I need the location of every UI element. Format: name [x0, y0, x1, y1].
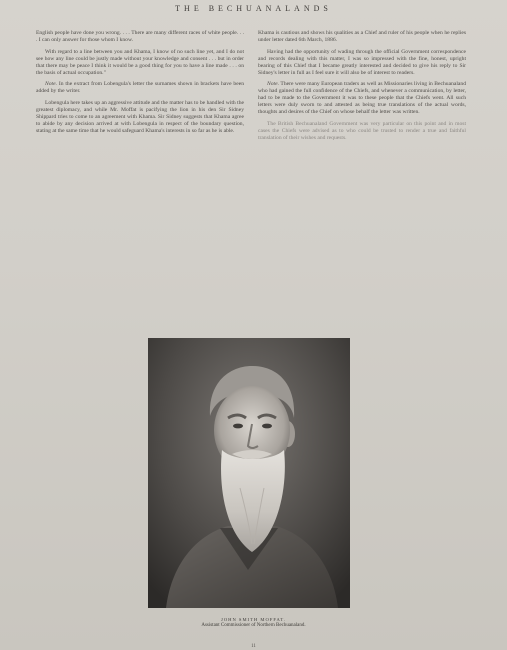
left-paragraph-4: Lobengula here takes up an aggressive attitude and the matter has to be handled with the greatest diplomacy, and while Mr. Moffat is pacifying the lion in his den Sir Sidney Shippard tries to come to an agreement with Khama. Sir Sidney suggests that Khama agree to abide by any decision arrived at with Lobengula in respect of the boundary question, stating at the same time that he would safeguard Khama's interests in so far as he is able. [36, 100, 244, 134]
right-note [258, 81, 466, 116]
caption-name: JOHN SMITH MOFFAT. [221, 617, 286, 622]
left-paragraph-1: English people have done you wrong. . . . There are many different races of white people. . . . I can only answer for those whom I know. [36, 30, 244, 43]
left-text-column [36, 30, 244, 140]
right-note-text: There were many European traders as well as Missionaries living in Bechuanaland who had gained the full confidence of the Chiefs, and whenever a communication, by letter, had to be made to the Government it was to these people that the Chiefs went. All such letters were duly sworn to and attested as being true translations of the actual words, thoughts and desires of the Chief on whose behalf the letter was written. [258, 81, 466, 116]
page-number: 11 [251, 644, 256, 649]
portrait-illustration [148, 338, 350, 608]
left-note-text: In the extract from Lobengula's letter the surnames shown in brackets have been added by the writer. [36, 81, 244, 95]
left-paragraph-2: With regard to a line between you and Khama, I know of no such line yet, and I do not see how any line could be justly made without your knowledge and consent . . . but in order that there may be peace I think it would be a good thing for you to have a line made . . . on the basis of actual occupation." [36, 48, 244, 76]
portrait-photograph [148, 338, 350, 608]
right-paragraph-4: The British Bechuanaland Government was very particular on this point and in most cases the Chiefs were advised as to who could be trusted to render a true and faithful translation of their wishes and requests. [258, 120, 466, 141]
portrait-caption [0, 617, 507, 629]
right-paragraph-1: Khama is cautious and shows his qualities as a Chief and ruler of his people when he replies under letter dated 6th March, 1886. [258, 30, 466, 43]
caption-title: Assistant Commissioner of Northern Bechuanaland. [201, 623, 306, 628]
right-paragraph-2: Having had the opportunity of wading through the official Government correspondence and records dealing with this matter, I was so impressed with the fine, honest, upright bearing of this Chief that I became greatly interested and decided to give his reply to Sir Sidney's letter in full as I feel sure it will also be of interest to readers. [258, 48, 466, 76]
right-text-column [258, 30, 466, 147]
running-title: THE BECHUANALANDS [175, 4, 332, 13]
right-note-label: Note. [267, 81, 279, 88]
left-note-label: Note. [45, 81, 57, 88]
left-note [36, 81, 244, 95]
